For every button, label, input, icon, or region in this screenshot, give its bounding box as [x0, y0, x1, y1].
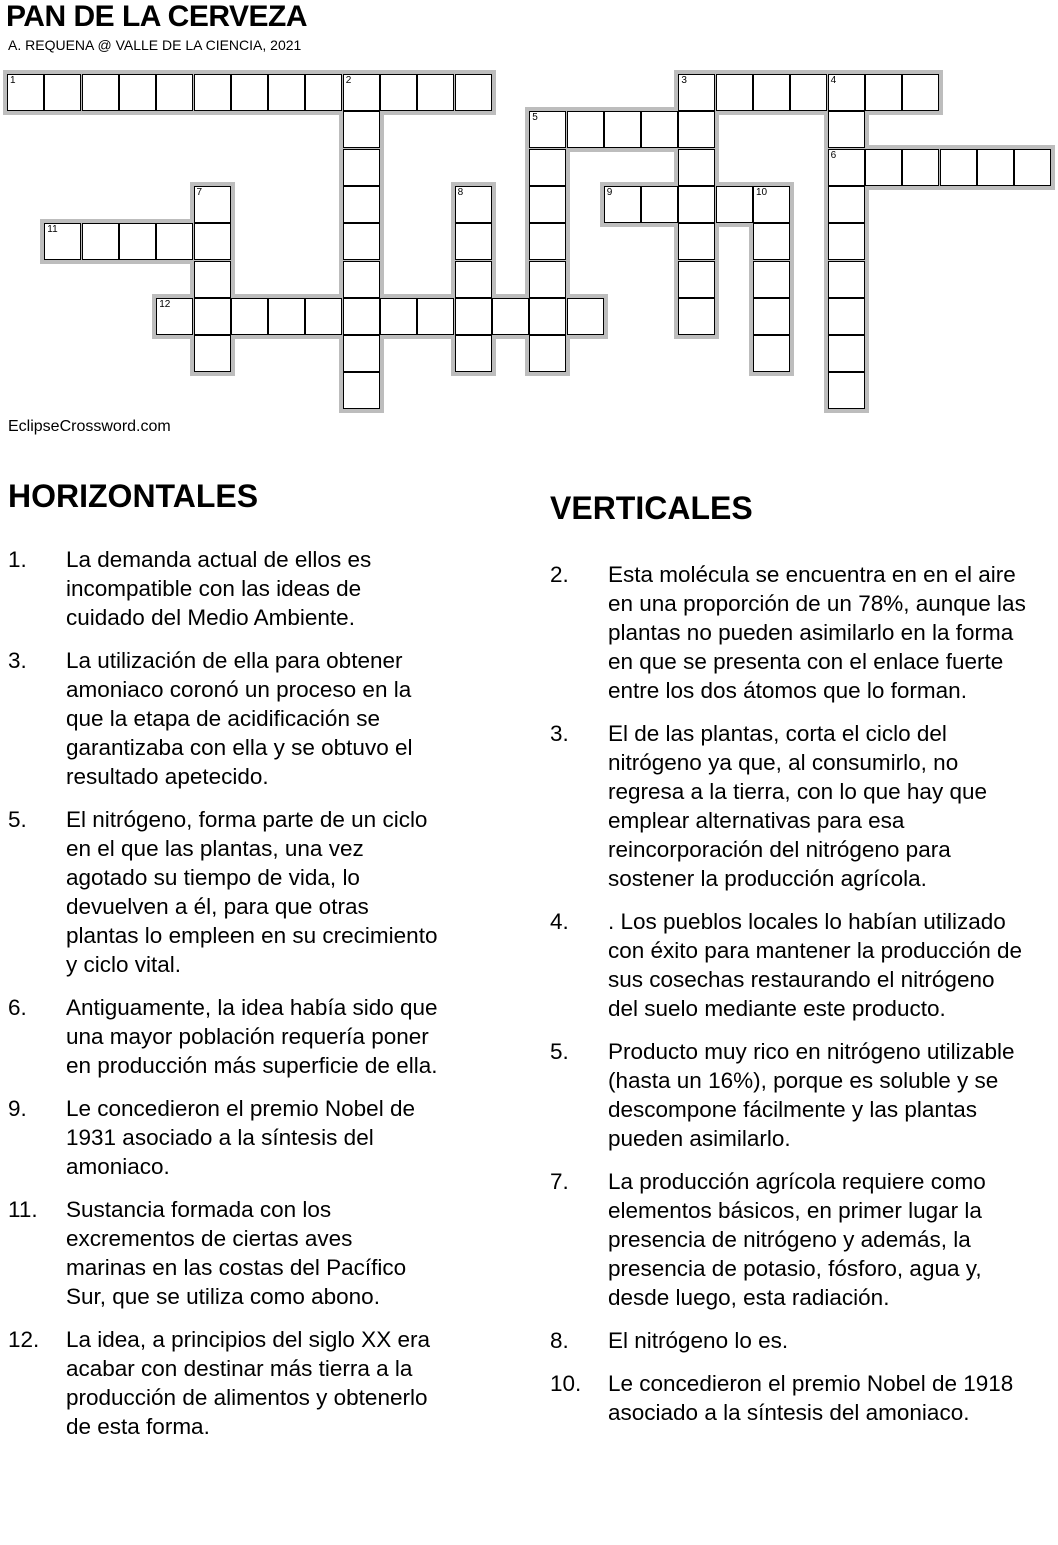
- grid-cell[interactable]: [194, 186, 231, 223]
- grid-cell[interactable]: [529, 186, 566, 223]
- grid-cell[interactable]: [678, 149, 715, 186]
- grid-cell[interactable]: [156, 74, 193, 111]
- grid-cell[interactable]: [828, 186, 865, 223]
- grid-cell[interactable]: [343, 149, 380, 186]
- grid-cell[interactable]: [455, 186, 492, 223]
- clue-number: 7.: [550, 1169, 569, 1194]
- clue-number: 10.: [550, 1371, 582, 1396]
- grid-cell[interactable]: [753, 261, 790, 298]
- grid-cell[interactable]: [44, 223, 81, 260]
- cell-number: 9: [606, 186, 613, 198]
- grid-cell[interactable]: [828, 74, 865, 111]
- grid-cell[interactable]: [417, 298, 454, 335]
- grid-cell[interactable]: [753, 74, 790, 111]
- grid-cell[interactable]: [455, 74, 492, 111]
- grid-cell[interactable]: [529, 298, 566, 335]
- grid-cell[interactable]: [828, 372, 865, 409]
- grid-cell[interactable]: [1014, 149, 1051, 186]
- clue-text: Producto muy rico en nitrógeno utilizable (hasta un 16%), porque es soluble y se descompone fácilmente y las plantas pueden asimilarlo.: [608, 1039, 1015, 1151]
- cell-number: 4: [830, 75, 837, 86]
- grid-cell[interactable]: [828, 335, 865, 372]
- clue-item: [8, 1325, 438, 1441]
- grid-cell[interactable]: [790, 74, 827, 111]
- clue-text: Le concedieron el premio Nobel de 1918 asociado a la síntesis del amoniaco.: [608, 1371, 1014, 1425]
- grid-cell[interactable]: [119, 74, 156, 111]
- clue-text: Le concedieron el premio Nobel de 1931 asociado a la síntesis del amoniaco.: [66, 1096, 415, 1179]
- cell-number: 3: [681, 75, 687, 86]
- grid-cell[interactable]: [343, 298, 380, 335]
- cell-number: 10: [756, 186, 768, 198]
- grid-cell[interactable]: [716, 74, 753, 111]
- across-clue-list: [8, 545, 438, 1455]
- clue-number: 8.: [550, 1328, 569, 1353]
- grid-cell[interactable]: [156, 223, 193, 260]
- grid-cell[interactable]: [343, 261, 380, 298]
- grid-cell[interactable]: [455, 335, 492, 372]
- clue-item: [550, 1369, 1030, 1427]
- grid-cell[interactable]: [194, 335, 231, 372]
- grid-cell[interactable]: [753, 335, 790, 372]
- down-heading: VERTICALES: [550, 490, 753, 526]
- grid-cell[interactable]: [678, 223, 715, 260]
- grid-cell[interactable]: [529, 149, 566, 186]
- grid-cell[interactable]: [567, 111, 604, 148]
- grid-cell[interactable]: [641, 111, 678, 148]
- grid-cell[interactable]: [865, 149, 902, 186]
- clue-number: 9.: [8, 1096, 27, 1121]
- clue-text: Sustancia formada con los excrementos de ciertas aves marinas en las costas del Pacífico Sur, que se utiliza como abono.: [66, 1197, 407, 1309]
- grid-cell[interactable]: [343, 335, 380, 372]
- cell-number: 1: [10, 75, 16, 86]
- cell-number: 6: [830, 149, 837, 161]
- clue-item: [8, 646, 438, 791]
- grid-cell[interactable]: [343, 74, 380, 111]
- grid-cell[interactable]: [828, 261, 865, 298]
- clue-number: 1.: [8, 547, 27, 572]
- cell-number: 5: [532, 112, 538, 124]
- clue-text: . Los pueblos locales lo habían utilizado con éxito para mantener la producción de sus cosechas restaurando el nitrógeno del suelo mediante este producto.: [608, 909, 1023, 1021]
- grid-cell[interactable]: [194, 74, 231, 111]
- clue-text: La utilización de ella para obtener amoniaco coronó un proceso en la que la etapa de acidificación se garantizaba con ella y se obtuvo el resultado apetecido.: [66, 648, 413, 789]
- cell-number: 8: [457, 186, 464, 198]
- grid-cell[interactable]: [343, 372, 380, 409]
- clue-item: [550, 1037, 1030, 1153]
- grid-cell[interactable]: [678, 111, 715, 148]
- grid-cell[interactable]: [380, 74, 417, 111]
- clue-number: 3.: [8, 648, 27, 673]
- clue-number: 11.: [8, 1197, 38, 1222]
- grid-cell[interactable]: [753, 223, 790, 260]
- clue-item: [8, 545, 438, 632]
- grid-cell[interactable]: [492, 298, 529, 335]
- grid-cell[interactable]: [753, 298, 790, 335]
- grid-cell[interactable]: [828, 149, 865, 186]
- grid-cell[interactable]: [305, 74, 342, 111]
- grid-cell[interactable]: [753, 186, 790, 223]
- grid-cell[interactable]: [865, 74, 902, 111]
- grid-cell[interactable]: [641, 186, 678, 223]
- clue-number: 5.: [8, 807, 27, 832]
- crossword-grid: [0, 0, 1058, 420]
- grid-cell[interactable]: [343, 223, 380, 260]
- grid-cell[interactable]: [529, 111, 566, 148]
- grid-cell[interactable]: [455, 261, 492, 298]
- grid-cell[interactable]: [828, 223, 865, 260]
- clue-number: 4.: [550, 909, 569, 934]
- grid-cell[interactable]: [567, 298, 604, 335]
- puzzle-title: PAN DE LA CERVEZA: [6, 0, 307, 33]
- grid-cell[interactable]: [231, 74, 268, 111]
- clue-item: [8, 1094, 438, 1181]
- clue-number: 3.: [550, 721, 569, 746]
- clue-item: [8, 1195, 438, 1311]
- cell-number: 7: [196, 186, 203, 198]
- clue-text: Esta molécula se encuentra en en el aire en una proporción de un 78%, aunque las plantas no pueden asimilarlo en la forma en que se presenta con el enlace fuerte entre los dos átomos que lo forman.: [608, 562, 1026, 703]
- grid-cell[interactable]: [343, 186, 380, 223]
- grid-cell[interactable]: [940, 149, 977, 186]
- grid-cell[interactable]: [902, 74, 939, 111]
- clue-item: [550, 1167, 1030, 1312]
- grid-cell[interactable]: [343, 111, 380, 148]
- grid-cell[interactable]: [604, 111, 641, 148]
- grid-cell[interactable]: [380, 298, 417, 335]
- cell-number: 2: [345, 75, 352, 86]
- grid-cell[interactable]: [678, 74, 715, 111]
- grid-cell[interactable]: [828, 298, 865, 335]
- grid-cell[interactable]: [678, 261, 715, 298]
- grid-cell[interactable]: [268, 298, 305, 335]
- cell-number: 11: [47, 224, 58, 236]
- grid-cell[interactable]: [417, 74, 454, 111]
- down-clue-list: [550, 560, 1030, 1441]
- grid-cell[interactable]: [455, 298, 492, 335]
- credit-text: EclipseCrossword.com: [8, 418, 171, 435]
- cell-number: 12: [159, 298, 171, 310]
- grid-cell[interactable]: [716, 186, 753, 223]
- grid-cell[interactable]: [7, 74, 44, 111]
- grid-cell[interactable]: [82, 223, 119, 260]
- grid-cell[interactable]: [678, 298, 715, 335]
- clue-number: 5.: [550, 1039, 569, 1064]
- clue-text: Antiguamente, la idea había sido que una mayor población requería poner en producción más superficie de ella.: [66, 995, 438, 1078]
- clue-text: El nitrógeno lo es.: [608, 1328, 789, 1353]
- grid-cell[interactable]: [44, 74, 81, 111]
- grid-cell[interactable]: [231, 298, 268, 335]
- grid-cell[interactable]: [455, 223, 492, 260]
- grid-cell[interactable]: [194, 261, 231, 298]
- clue-item: [8, 805, 438, 979]
- clue-number: 2.: [550, 562, 569, 587]
- grid-cell[interactable]: [119, 223, 156, 260]
- clue-text: El nitrógeno, forma parte de un ciclo en el que las plantas, una vez agotado su tiempo de vida, lo devuelven a él, para que otras plantas lo empleen en su crecimiento y ciclo vital.: [66, 807, 438, 977]
- grid-cell[interactable]: [529, 335, 566, 372]
- puzzle-author: A. REQUENA @ VALLE DE LA CIENCIA, 2021: [8, 37, 302, 53]
- clue-item: [550, 560, 1030, 705]
- grid-cell[interactable]: [305, 298, 342, 335]
- clue-item: [550, 719, 1030, 893]
- grid-cell[interactable]: [604, 186, 641, 223]
- clue-text: La demanda actual de ellos es incompatible con las ideas de cuidado del Medio Ambiente.: [66, 547, 372, 630]
- clue-text: El de las plantas, corta el ciclo del nitrógeno ya que, al consumirlo, no regresa a la tierra, con lo que hay que emplear alternativas para esa reincorporación del nitrógeno para sostener la producción agrícola.: [608, 721, 987, 891]
- grid-cell[interactable]: [902, 149, 939, 186]
- grid-cell[interactable]: [529, 223, 566, 260]
- clue-text: La idea, a principios del siglo XX era acabar con destinar más tierra a la producción de alimentos y obtenerlo de esta forma.: [66, 1327, 430, 1439]
- grid-cell[interactable]: [977, 149, 1014, 186]
- clue-number: 6.: [8, 995, 27, 1020]
- grid-cell[interactable]: [194, 223, 231, 260]
- grid-cell[interactable]: [678, 186, 715, 223]
- grid-cell[interactable]: [194, 298, 231, 335]
- clue-number: 12.: [8, 1327, 40, 1352]
- clue-text: La producción agrícola requiere como elementos básicos, en primer lugar la presencia de nitrógeno y además, la presencia de potasio, fósforo, agua y, desde luego, esta radiación.: [608, 1169, 986, 1310]
- grid-cell[interactable]: [156, 298, 193, 335]
- grid-cell[interactable]: [82, 74, 119, 111]
- clue-item: [8, 993, 438, 1080]
- across-heading: HORIZONTALES: [8, 478, 259, 514]
- grid-cell[interactable]: [529, 261, 566, 298]
- clue-item: [550, 907, 1030, 1023]
- grid-cell[interactable]: [828, 111, 865, 148]
- grid-cell[interactable]: [268, 74, 305, 111]
- clue-item: [550, 1326, 1030, 1355]
